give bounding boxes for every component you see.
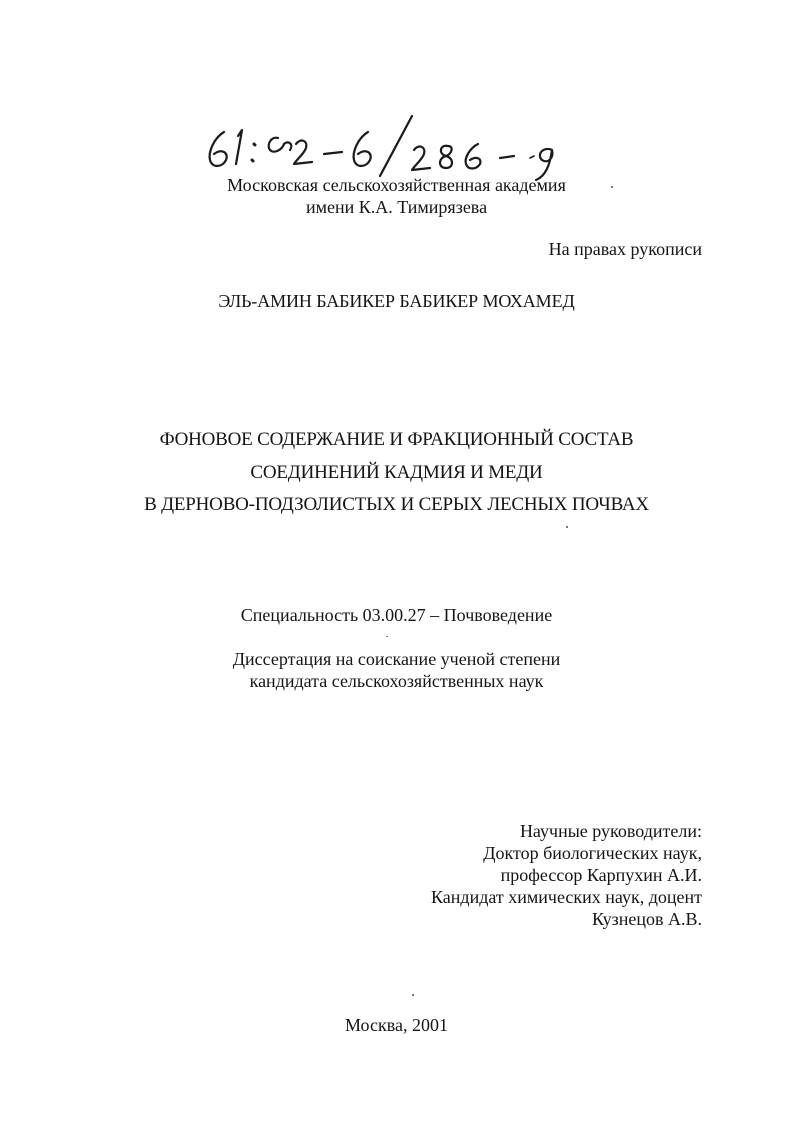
supervisor-2-name: Кузнецов А.В. xyxy=(591,909,702,929)
supervisor-1-degree: Доктор биологических наук, xyxy=(483,843,702,863)
scan-speck xyxy=(412,994,414,996)
place-and-year: Москва, 2001 xyxy=(345,1015,448,1035)
specialty: Специальность 03.00.27 – Почвоведение xyxy=(240,605,553,625)
institution-name: Московская сельскохозяйственная академия xyxy=(227,175,566,195)
degree-line-1: Диссертация на соискание ученой степени xyxy=(232,649,561,669)
scan-speck xyxy=(566,526,568,528)
author-name: ЭЛЬ-АМИН БАБИКЕР БАБИКЕР МОХАМЕД xyxy=(218,291,575,311)
scan-speck xyxy=(611,186,613,188)
dissertation-title-line-2: СОЕДИНЕНИЙ КАДМИЯ И МЕДИ xyxy=(250,462,543,483)
supervisor-2-degree: Кандидат химических наук, доцент xyxy=(431,887,702,907)
degree-line-2: кандидата сельскохозяйственных наук xyxy=(249,671,544,691)
supervisor-1-name: профессор Карпухин А.И. xyxy=(500,865,702,885)
dissertation-title-line-1: ФОНОВОЕ СОДЕРЖАНИЕ И ФРАКЦИОННЫЙ СОСТАВ xyxy=(159,429,634,450)
manuscript-rights-note: На правах рукописи xyxy=(548,239,702,259)
scan-speck xyxy=(386,636,388,637)
institution-subname: имени К.А. Тимирязева xyxy=(305,197,488,217)
supervisors-heading: Научные руководители: xyxy=(519,821,702,841)
dissertation-title-line-3: В ДЕРНОВО-ПОДЗОЛИСТЫХ И СЕРЫХ ЛЕСНЫХ ПОЧВАХ xyxy=(144,494,649,515)
